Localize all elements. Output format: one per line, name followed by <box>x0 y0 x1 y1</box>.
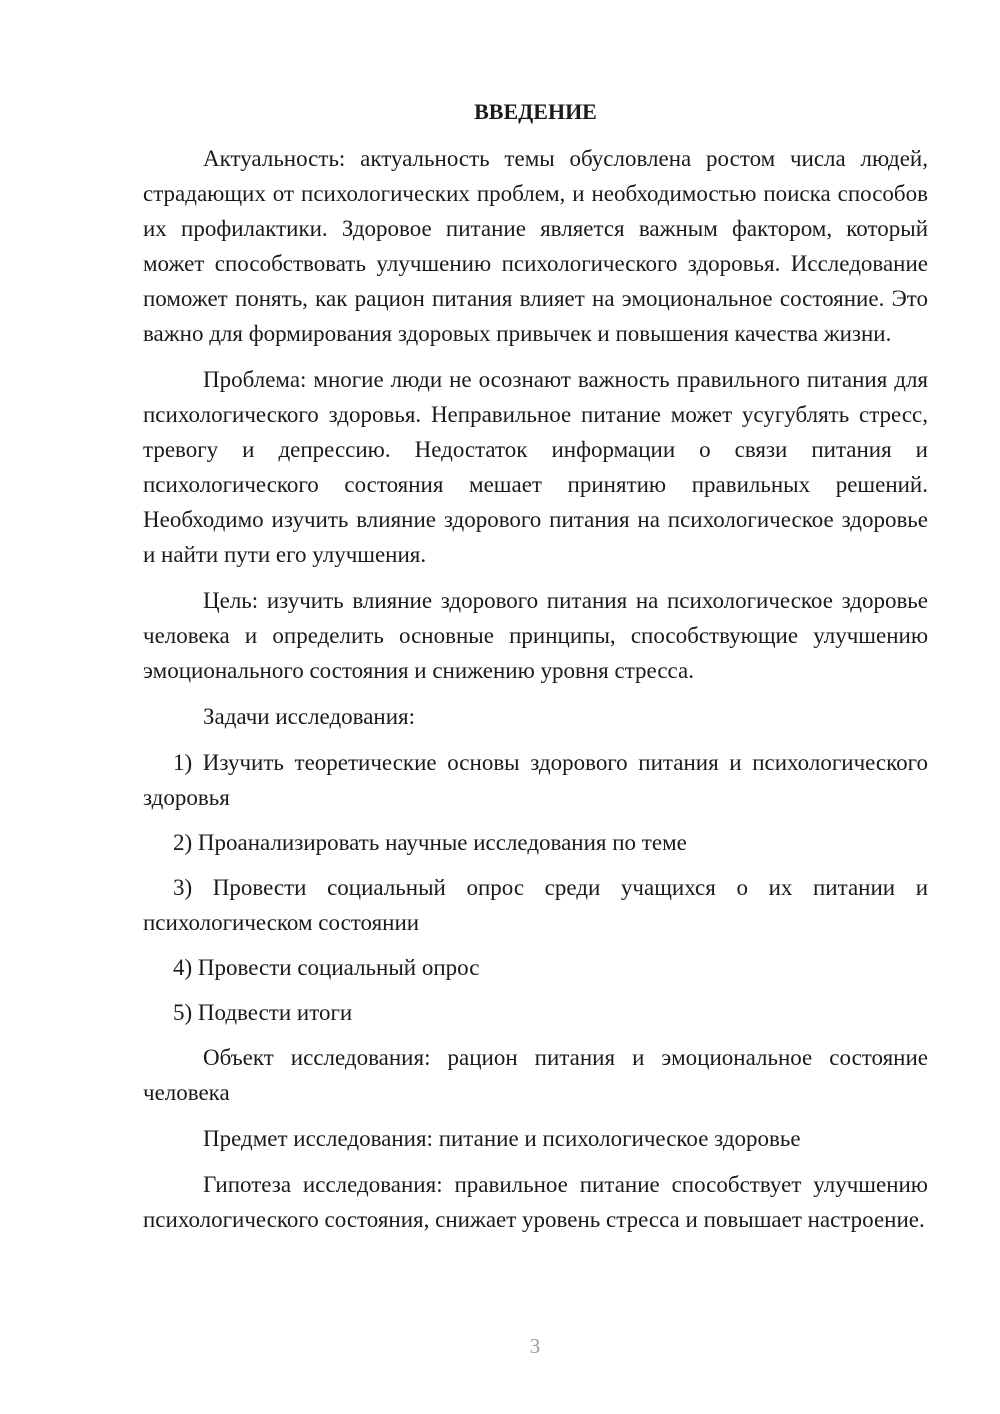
page-content <box>143 94 928 1248</box>
paragraph-tasks-heading: Задачи исследования: <box>203 704 416 729</box>
paragraph-object: Объект исследования: рацион питания и эмоциональное состояние человека <box>143 1045 928 1105</box>
task-item-5: 5) Подвести итоги <box>173 1000 353 1025</box>
paragraph-subject: Предмет исследования: питание и психологическое здоровье <box>203 1126 801 1151</box>
paragraph-relevance: Актуальность: актуальность темы обусловлена ростом числа людей, страдающих от психологических проблем, и необходимостью поиска способов их профилактики. Здоровое питание является важным фактором, который может способствовать улучшению психологического здоровья. Исследование поможет понять, как рацион питания влияет на эмоциональное состояние. Это важно для формирования здоровых привычек и повышения качества жизни. <box>143 146 928 346</box>
task-item-4: 4) Провести социальный опрос <box>173 955 480 980</box>
task-item-1: 1) Изучить теоретические основы здорового питания и психологического здоровья <box>143 750 928 810</box>
task-item-2: 2) Проанализировать научные исследования по теме <box>173 830 687 855</box>
task-item-3: 3) Провести социальный опрос среди учащихся о их питании и психологическом состоянии <box>143 875 928 935</box>
page-number: 3 <box>529 1334 541 1358</box>
section-title: ВВЕДЕНИЕ <box>474 99 597 124</box>
paragraph-problem: Проблема: многие люди не осознают важность правильного питания для психологического здоровья. Неправильное питание может усугублять стресс, тревогу и депрессию. Недостаток информации о связи питания и психологического состояния мешает принятию правильных решений. Необходимо изучить влияние здорового питания на психологическое здоровье и найти пути его улучшения. <box>143 367 928 567</box>
paragraph-hypothesis: Гипотеза исследования: правильное питание способствует улучшению психологического состояния, снижает уровень стресса и повышает настроение. <box>143 1172 928 1232</box>
paragraph-goal: Цель: изучить влияние здорового питания на психологическое здоровье человека и определить основные принципы, способствующие улучшению эмоционального состояния и снижению уровня стресса. <box>143 588 928 683</box>
